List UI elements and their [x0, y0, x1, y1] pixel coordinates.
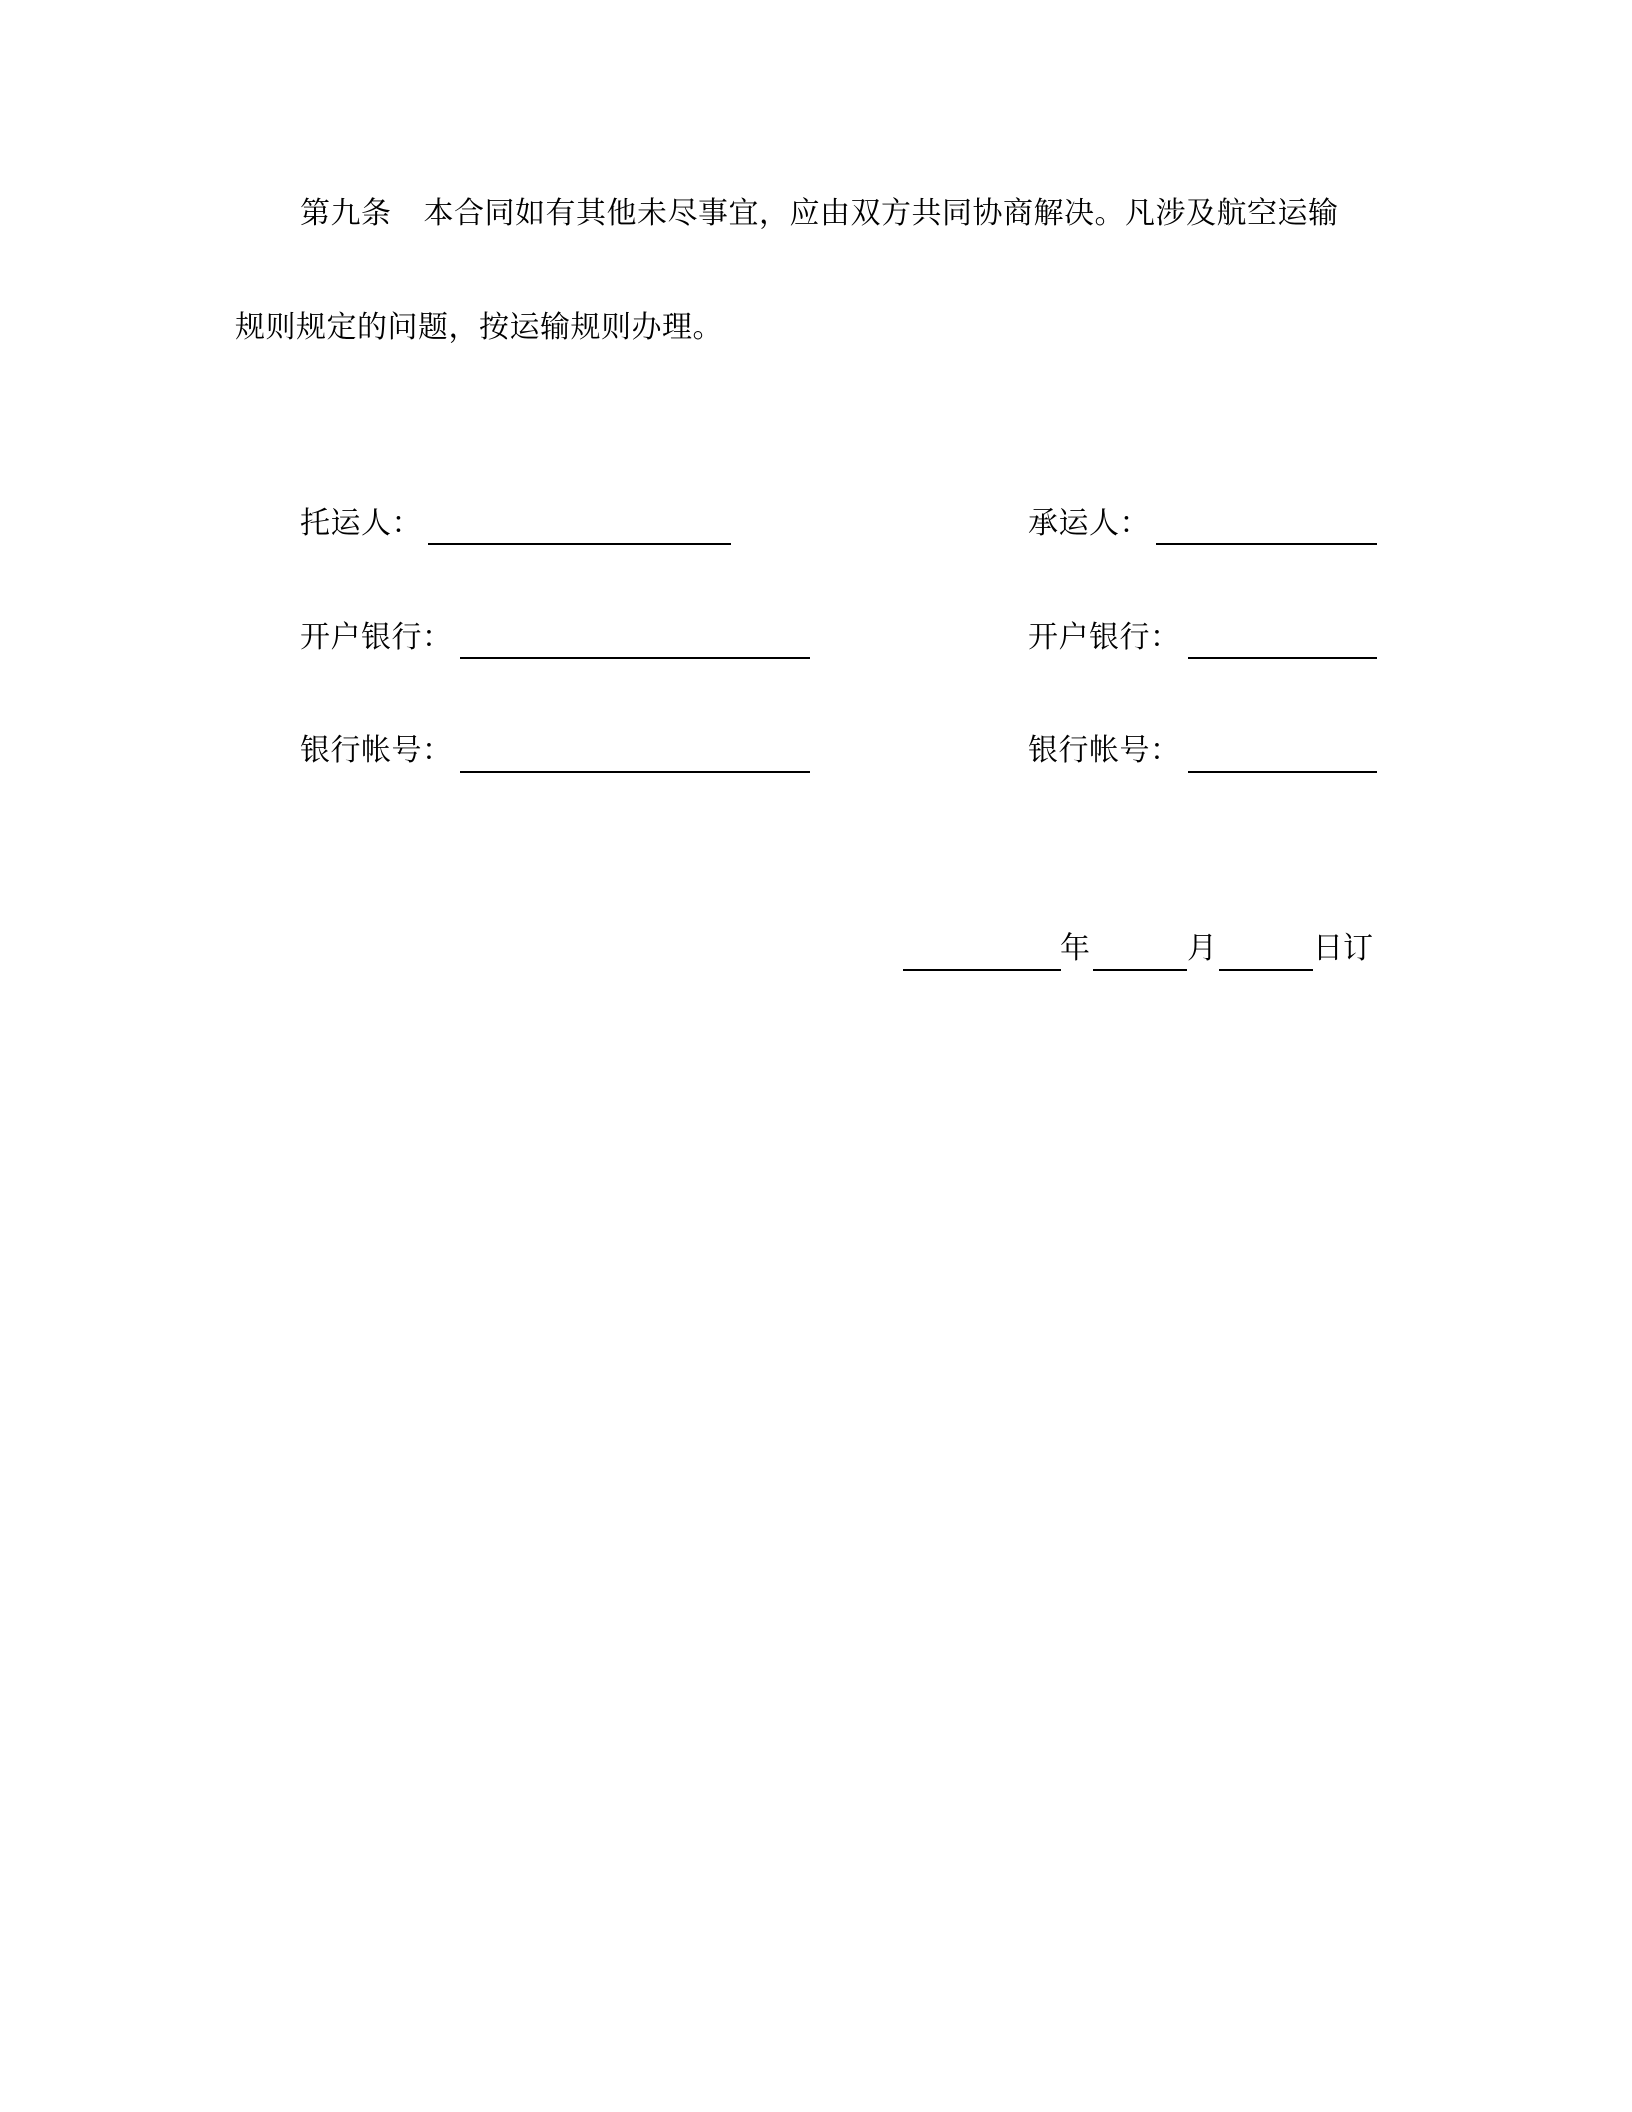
year-blank[interactable]	[903, 969, 1061, 971]
shipper-account-label: 银行帐号：	[300, 733, 453, 768]
day-blank[interactable]	[1219, 969, 1313, 971]
month-blank[interactable]	[1093, 969, 1187, 971]
year-label: 年	[1060, 931, 1090, 966]
day-label: 日订	[1313, 931, 1373, 966]
shipper-blank[interactable]	[428, 543, 731, 545]
article-number: 第九条	[300, 196, 392, 231]
carrier-bank-blank[interactable]	[1188, 657, 1377, 659]
month-label: 月	[1187, 931, 1217, 966]
shipper-label: 托运人：	[300, 506, 422, 541]
clause-line-2: 规则规定的问题，按运输规则办理。	[235, 310, 723, 345]
clause-line-1	[300, 196, 1339, 232]
carrier-account-blank[interactable]	[1188, 771, 1377, 773]
carrier-label: 承运人：	[1028, 506, 1150, 541]
shipper-bank-blank[interactable]	[460, 657, 810, 659]
shipper-bank-label: 开户银行：	[300, 620, 453, 655]
carrier-bank-label: 开户银行：	[1028, 620, 1181, 655]
clause-text-1: 本合同如有其他未尽事宜，应由双方共同协商解决。凡涉及航空运输	[423, 196, 1339, 231]
carrier-account-label: 银行帐号：	[1028, 733, 1181, 768]
carrier-blank[interactable]	[1156, 543, 1377, 545]
shipper-account-blank[interactable]	[460, 771, 810, 773]
